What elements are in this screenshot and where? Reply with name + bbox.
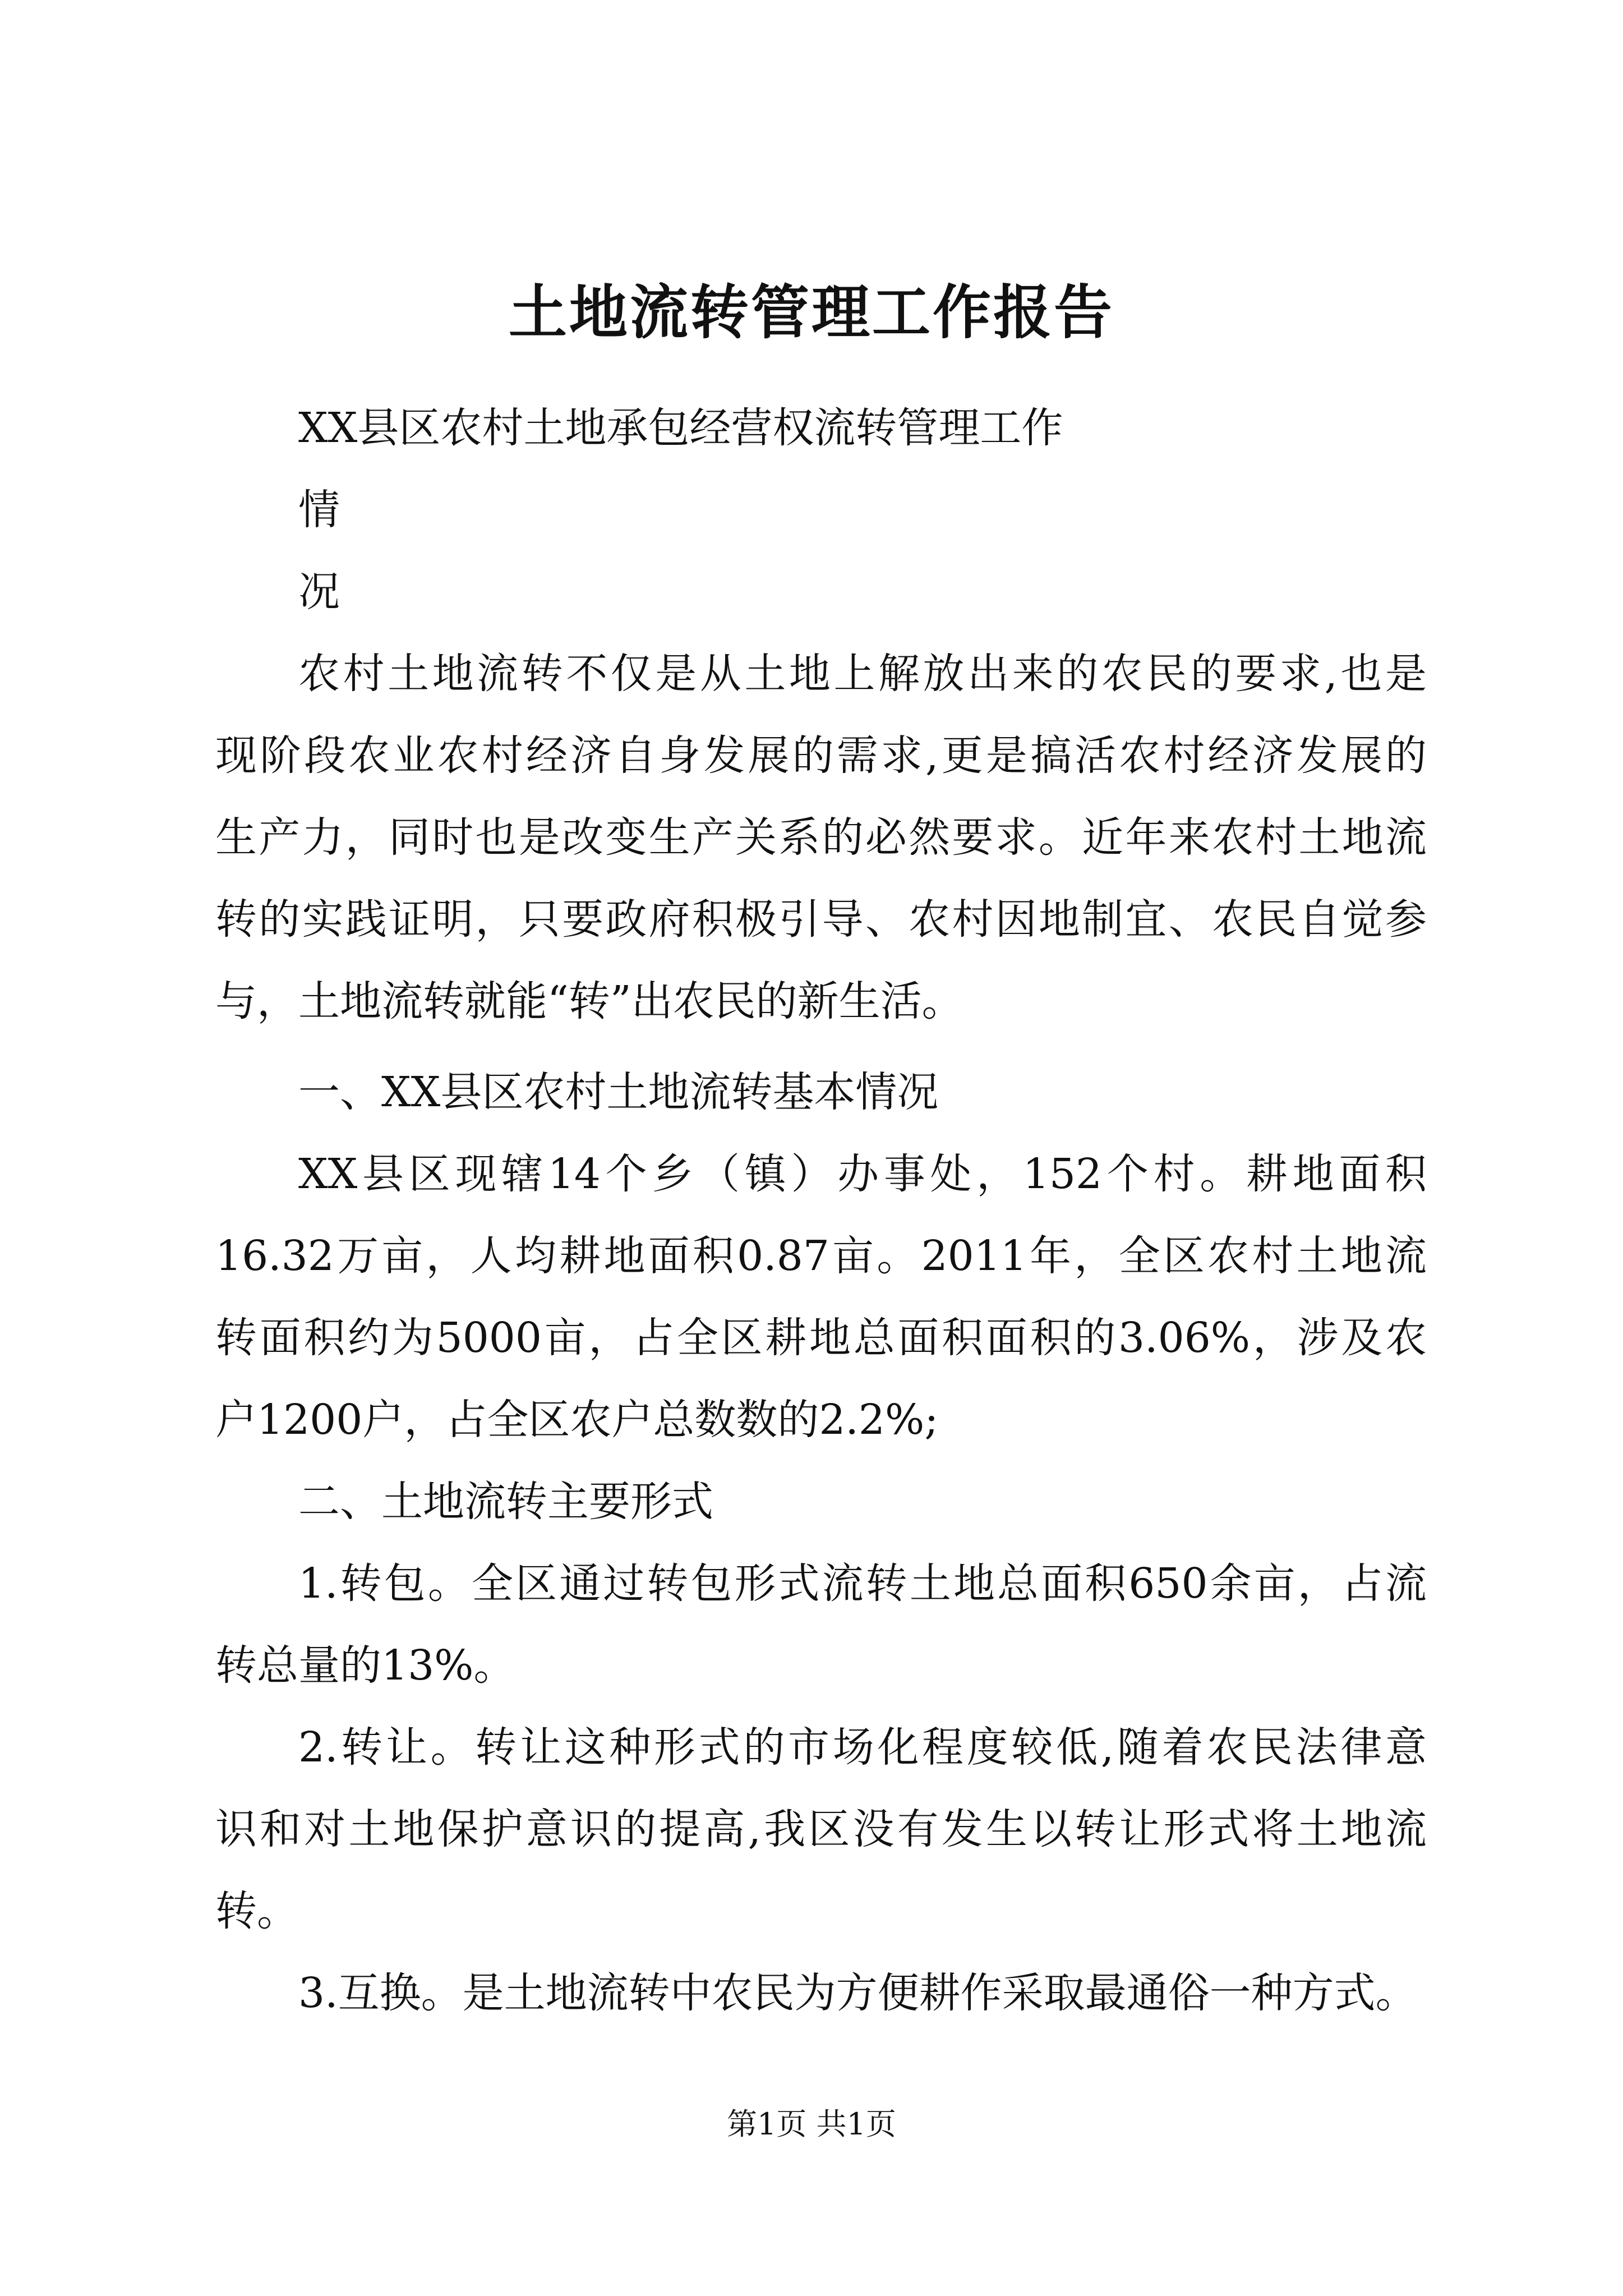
document-body [215,387,1427,2034]
paragraph-line: 生产力，同时也是改变生产关系的必然要求。近年来农村土地流 [215,813,1427,862]
document-title: 土地流转管理工作报告 [508,278,1114,347]
paragraph-line: 2.转让。转让这种形式的市场化程度较低,随着农民法律意 [298,1723,1427,1772]
paragraph-line: 与，土地流转就能“转”出农民的新生活。 [215,977,963,1025]
item2-paragraph [215,1706,1427,1952]
paragraph-line: 识和对土地保护意识的提高,我区没有发生以转让形式将土地流 [215,1805,1427,1853]
section1-paragraph [215,1133,1427,1461]
paragraph-line: 16.32万亩，人均耕地面积0.87亩。2011年，全区农村土地流 [215,1232,1427,1280]
paragraph-line: 现阶段农业农村经济自身发展的需求,更是搞活农村经济发展的 [215,731,1427,780]
subtitle-line: 情 [298,486,340,534]
paragraph-line: 户1200户，占全区农户总数数的2.2%; [215,1396,939,1444]
paragraph-line: 转。 [215,1887,298,1935]
section-heading: 一、XX县区农村土地流转基本情况 [298,1068,939,1116]
item1-paragraph [215,1543,1427,1706]
page-number-footer: 第1页 共1页 [727,2106,896,2142]
intro-paragraph [215,633,1427,1042]
section-heading: 二、土地流转主要形式 [298,1478,713,1526]
subtitle-line: XX县区农村土地承包经营权流转管理工作 [298,404,1063,452]
paragraph-line: 转的实践证明，只要政府积极引导、农村因地制宜、农民自觉参 [215,895,1427,944]
item3-paragraph [215,1952,1427,2034]
paragraph-line: 1.转包。全区通过转包形式流转土地总面积650余亩，占流 [298,1559,1427,1608]
subtitle-line: 况 [298,568,340,616]
paragraph-line: 农村土地流转不仅是从土地上解放出来的农民的要求,也是 [298,650,1427,698]
paragraph-line: 转面积约为5000亩，占全区耕地总面积面积的3.06%，涉及农 [215,1314,1427,1362]
paragraph-line: 转总量的13%。 [215,1641,515,1690]
paragraph-line: XX县区现辖14个乡（镇）办事处，152个村。耕地面积 [298,1150,1427,1198]
paragraph-line: 3.互换。是土地流转中农民为方便耕作采取最通俗一种方式。 [298,1969,1417,2017]
